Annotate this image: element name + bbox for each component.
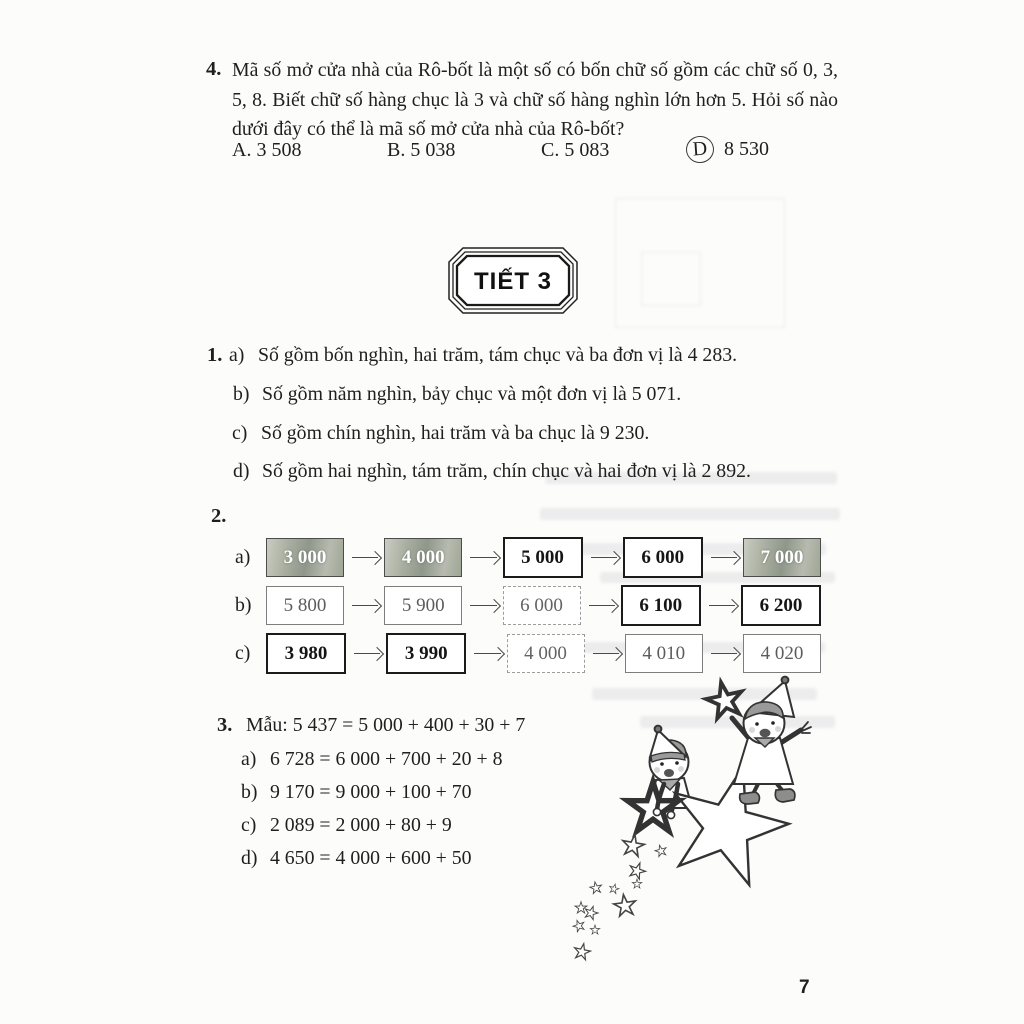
- item-text: Số gồm hai nghìn, tám trăm, chín chục và hai đơn vị là 2 892.: [261, 460, 751, 482]
- sequence-row-a: [235, 537, 821, 578]
- arrow-right-icon: [589, 605, 615, 606]
- option-c-value: 5 083: [564, 139, 610, 161]
- sequence-box: 4 010: [625, 634, 703, 673]
- question-1-item-c: [232, 422, 649, 445]
- arrow-right-icon: [354, 653, 380, 654]
- question-1-number: 1.: [207, 344, 223, 366]
- sequence-box: 5 900: [384, 586, 462, 625]
- question-4-number: 4.: [206, 58, 222, 80]
- example-label: Mẫu:: [246, 714, 288, 736]
- page-bleed-artifact: [641, 252, 701, 306]
- option-b-value: 5 038: [410, 139, 456, 161]
- sequence-box: 4 000: [507, 634, 585, 673]
- question-1-item-b: [233, 383, 681, 406]
- star-trail: [572, 833, 668, 961]
- question-1-item-d: [233, 460, 751, 483]
- item-label: b): [241, 781, 258, 803]
- page-bleed-artifact: [615, 198, 785, 328]
- sequence-box: 3 980: [266, 633, 346, 674]
- question-3-item-b: [241, 781, 472, 804]
- right-child: [732, 677, 811, 804]
- item-text: 6 728 = 6 000 + 700 + 20 + 8: [269, 748, 503, 770]
- arrow-right-icon: [470, 605, 496, 606]
- sequence-box: 3 000: [266, 538, 344, 577]
- sequence-box: 3 990: [386, 633, 466, 674]
- sequence-row-b: [235, 585, 821, 626]
- page-number: 7: [799, 977, 810, 998]
- arrow-right-icon: [593, 653, 619, 654]
- row-label: a): [235, 546, 251, 568]
- question-3-item-d: [241, 847, 472, 870]
- example-text: 5 437 = 5 000 + 400 + 30 + 7: [292, 714, 526, 736]
- option-a-value: 3 508: [256, 139, 302, 161]
- sequence-box: 6 100: [621, 585, 701, 626]
- arrow-right-icon: [711, 557, 737, 558]
- section-header-label: TIẾT 3: [473, 268, 553, 295]
- row-label: b): [235, 594, 252, 616]
- item-text: 4 650 = 4 000 + 600 + 50: [269, 847, 472, 869]
- item-label: c): [232, 422, 248, 444]
- option-a-label: A.: [232, 139, 252, 161]
- option-c: [541, 139, 609, 162]
- arrow-right-icon: [470, 557, 496, 558]
- arrow-right-icon: [474, 653, 500, 654]
- question-4-text: Mã số mở cửa nhà của Rô-bốt là một số có bốn chữ số gồm các chữ số 0, 3, 5, 8. Biết chữ số hàng chục là 3 và chữ số hàng nghìn lớn hơn 5. Hỏi số nào dưới đây có thể là mã số mở cửa nhà của Rô-bốt?: [232, 59, 838, 140]
- octagon-frame: [447, 246, 579, 316]
- arrow-right-icon: [709, 605, 735, 606]
- question-3-item-a: [241, 748, 503, 771]
- option-d-value: 8 530: [724, 138, 769, 160]
- section-header-tiet-3: [447, 246, 579, 321]
- option-b: [387, 139, 455, 162]
- item-label: a): [241, 748, 257, 770]
- question-3-example: [246, 714, 525, 737]
- option-c-label: C.: [541, 139, 560, 161]
- arrow-right-icon: [352, 557, 378, 558]
- arrow-right-icon: [352, 605, 378, 606]
- question-2-number: 2.: [211, 505, 227, 527]
- item-text: Số gồm chín nghìn, hai trăm và ba chục là 9 230.: [260, 422, 650, 444]
- sequence-box: 5 000: [503, 537, 583, 578]
- page-bleed-artifact: [540, 508, 840, 520]
- item-label: d): [233, 460, 250, 482]
- sequence-box: 7 000: [743, 538, 821, 577]
- item-label: b): [233, 383, 250, 405]
- arrow-right-icon: [591, 557, 617, 558]
- item-text: 9 170 = 9 000 + 100 + 70: [269, 781, 472, 803]
- sequence-box: 6 000: [503, 586, 581, 625]
- children-riding-stars-illustration: [572, 672, 834, 977]
- sequence-box: 4 000: [384, 538, 462, 577]
- option-d-label: D: [691, 137, 708, 161]
- arrow-right-icon: [711, 653, 737, 654]
- question-1-item-a: [229, 344, 737, 367]
- question-3-number: 3.: [217, 714, 233, 736]
- row-label: c): [235, 642, 251, 664]
- item-label: d): [241, 847, 258, 869]
- sequence-box: 6 200: [741, 585, 821, 626]
- sequence-box: 5 800: [266, 586, 344, 625]
- item-text: Số gồm bốn nghìn, hai trăm, tám chục và ba đơn vị là 4 283.: [257, 344, 738, 366]
- sequence-box: 4 020: [743, 634, 821, 673]
- sequence-row-c: [235, 633, 821, 674]
- item-label: c): [241, 814, 257, 836]
- option-b-label: B.: [387, 139, 406, 161]
- option-d-selected: [686, 136, 769, 163]
- option-a: [232, 139, 301, 162]
- sequence-box: 6 000: [623, 537, 703, 578]
- item-label: a): [229, 344, 245, 366]
- answer-circle-mark: [685, 135, 715, 164]
- held-star: [703, 679, 745, 720]
- item-text: 2 089 = 2 000 + 80 + 9: [269, 814, 452, 836]
- question-3-item-c: [241, 814, 452, 837]
- item-text: Số gồm năm nghìn, bảy chục và một đơn vị là 5 071.: [261, 383, 682, 405]
